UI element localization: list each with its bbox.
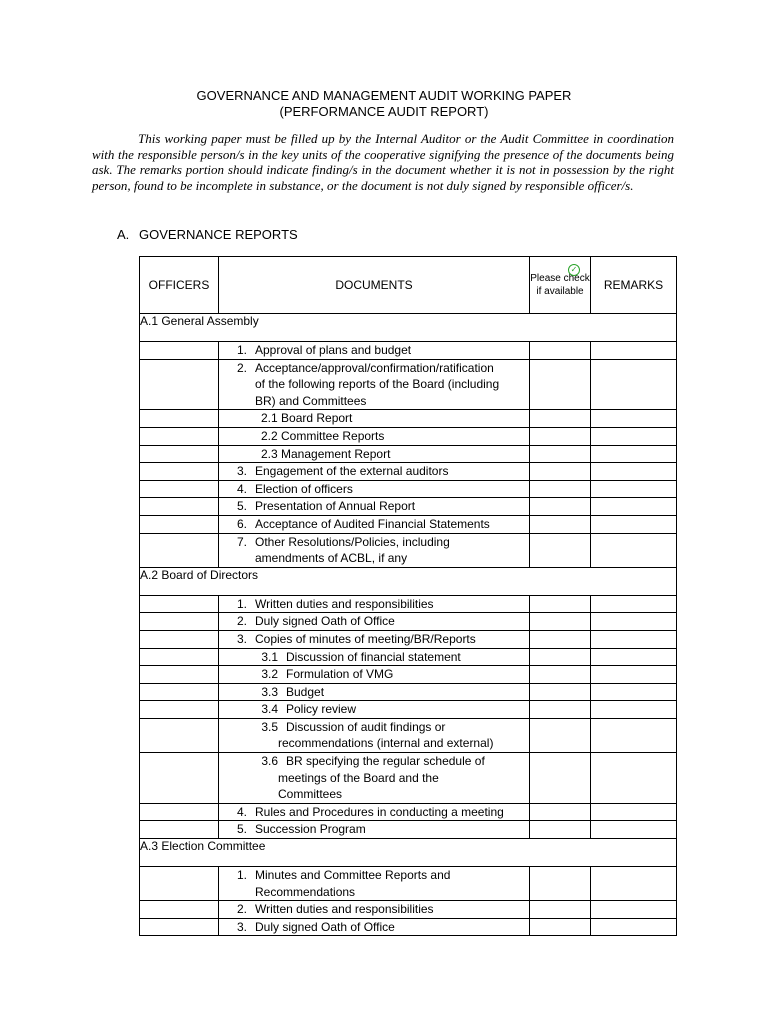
- document-text: Written duties and responsibilities: [255, 902, 434, 917]
- item-number: 2.: [236, 614, 247, 629]
- document-text-line: [227, 804, 529, 821]
- table-row: [140, 867, 677, 901]
- availability-check-cell[interactable]: [530, 648, 591, 666]
- document-cell: [219, 480, 530, 498]
- item-number: 3.3: [261, 684, 278, 699]
- officer-cell[interactable]: [140, 410, 219, 428]
- document-text-line: [227, 884, 529, 901]
- officer-cell[interactable]: [140, 463, 219, 481]
- document-text: Approval of plans and budget: [255, 343, 412, 357]
- document-text-line: [227, 534, 529, 551]
- header-documents: DOCUMENTS: [219, 257, 530, 314]
- remarks-cell[interactable]: [591, 867, 677, 901]
- document-text: Minutes and Committee Reports and: [255, 868, 451, 883]
- item-number: 5.: [236, 822, 247, 837]
- table-row: [140, 342, 677, 360]
- item-number: 1.: [236, 343, 247, 357]
- document-text: meetings of the Board and the: [278, 770, 439, 785]
- table-row: [140, 630, 677, 648]
- document-text: of the following reports of the Board (including: [255, 377, 500, 392]
- document-cell: [219, 648, 530, 666]
- document-cell: [219, 666, 530, 684]
- availability-check-cell[interactable]: [530, 410, 591, 428]
- remarks-cell[interactable]: [591, 683, 677, 701]
- document-cell: [219, 359, 530, 410]
- table-header-row: [140, 257, 677, 314]
- remarks-cell[interactable]: [591, 630, 677, 648]
- officer-cell[interactable]: [140, 445, 219, 463]
- availability-check-cell[interactable]: [530, 867, 591, 901]
- document-text: Presentation of Annual Report: [255, 499, 416, 514]
- table-row: [140, 445, 677, 463]
- document-text: Duly signed Oath of Office: [255, 614, 395, 629]
- document-text-line: [227, 342, 529, 359]
- document-cell: [219, 463, 530, 481]
- document-text: 2.3 Management Report: [261, 446, 391, 461]
- header-officers: OFFICERS: [140, 257, 219, 314]
- availability-check-cell[interactable]: [530, 630, 591, 648]
- availability-check-cell[interactable]: [530, 821, 591, 839]
- title-line-1: GOVERNANCE AND MANAGEMENT AUDIT WORKING PAPER: [196, 88, 572, 103]
- document-text-line: [252, 684, 529, 701]
- table-row: [140, 753, 677, 804]
- document-text-line: [252, 735, 529, 752]
- header-remarks: REMARKS: [591, 257, 677, 314]
- remarks-cell[interactable]: [591, 648, 677, 666]
- document-cell: [219, 901, 530, 919]
- remarks-cell[interactable]: [591, 498, 677, 516]
- intro-paragraph: [92, 131, 674, 193]
- item-number: 4.: [236, 481, 247, 496]
- document-cell: [219, 498, 530, 516]
- document-text-line: [227, 393, 529, 410]
- officer-cell[interactable]: [140, 498, 219, 516]
- availability-check-cell[interactable]: [530, 595, 591, 613]
- document-text-line: [227, 596, 529, 613]
- document-cell: [219, 342, 530, 360]
- officer-cell[interactable]: [140, 533, 219, 567]
- table-row: [140, 498, 677, 516]
- document-cell: [219, 918, 530, 936]
- remarks-cell[interactable]: [591, 701, 677, 719]
- remarks-cell[interactable]: [591, 918, 677, 936]
- item-number: 2.: [236, 360, 247, 375]
- item-number: 3.: [236, 919, 247, 934]
- remarks-cell[interactable]: [591, 410, 677, 428]
- availability-check-cell[interactable]: [530, 533, 591, 567]
- remarks-cell[interactable]: [591, 463, 677, 481]
- item-number: 2.: [236, 902, 247, 917]
- document-text-line: [261, 428, 529, 445]
- document-text-line: [227, 901, 529, 918]
- document-cell: [219, 613, 530, 631]
- availability-check-cell[interactable]: [530, 445, 591, 463]
- remarks-cell[interactable]: [591, 515, 677, 533]
- document-text-line: [227, 463, 529, 480]
- document-text: Acceptance of Audited Financial Statements: [255, 516, 490, 531]
- table-body: [140, 314, 677, 936]
- availability-check-cell[interactable]: [530, 613, 591, 631]
- table-row: [140, 821, 677, 839]
- item-number: 5.: [236, 499, 247, 514]
- officer-cell[interactable]: [140, 648, 219, 666]
- table-row: [140, 359, 677, 410]
- table-row: [140, 803, 677, 821]
- document-text-line: [252, 719, 529, 736]
- document-cell: [219, 410, 530, 428]
- section-letter: A.: [117, 227, 130, 242]
- item-number: 3.2: [261, 667, 278, 682]
- table-row: [140, 701, 677, 719]
- document-text-line: [227, 919, 529, 936]
- item-number: 3.4: [261, 702, 278, 717]
- document-text-line: [261, 446, 529, 463]
- table-row: [140, 463, 677, 481]
- officer-cell[interactable]: [140, 901, 219, 919]
- document-cell: [219, 683, 530, 701]
- table-row: [140, 533, 677, 567]
- document-cell: [219, 533, 530, 567]
- document-text: BR specifying the regular schedule of: [286, 754, 485, 769]
- availability-check-cell[interactable]: [530, 342, 591, 360]
- document-text: Written duties and responsibilities: [255, 596, 434, 611]
- section-heading: [117, 227, 298, 242]
- document-cell: [219, 595, 530, 613]
- officer-cell[interactable]: [140, 595, 219, 613]
- availability-check-cell[interactable]: [530, 718, 591, 752]
- item-number: 6.: [236, 516, 247, 531]
- table-row: [140, 480, 677, 498]
- officer-cell[interactable]: [140, 701, 219, 719]
- document-cell: [219, 753, 530, 804]
- remarks-cell[interactable]: [591, 595, 677, 613]
- officer-cell[interactable]: [140, 753, 219, 804]
- availability-check-cell[interactable]: [530, 683, 591, 701]
- document-text: Acceptance/approval/confirmation/ratification: [255, 360, 494, 375]
- availability-check-cell[interactable]: [530, 901, 591, 919]
- item-number: 3.6: [261, 754, 278, 769]
- intro-text: This working paper must be filled up by the Internal Auditor or the Audit Committee in coordination with the responsible person/s in the key units of the cooperative signifying the presence of the documents being ask. The remarks portion should indicate finding/s in the document whether it is not in possession by the right person, found to be incomplete in substance, or the document is not duly signed by responsible officer/s.: [92, 131, 674, 193]
- document-text: recommendations (internal and external): [278, 736, 494, 751]
- document-text: Recommendations: [255, 884, 356, 899]
- header-check: [530, 257, 591, 314]
- availability-check-cell[interactable]: [530, 918, 591, 936]
- availability-check-cell[interactable]: [530, 803, 591, 821]
- remarks-cell[interactable]: [591, 666, 677, 684]
- section-title: GOVERNANCE REPORTS: [139, 227, 298, 242]
- item-number: 1.: [236, 596, 247, 611]
- table-row: [140, 918, 677, 936]
- officer-cell[interactable]: [140, 427, 219, 445]
- table-row: [140, 666, 677, 684]
- document-text: 2.1 Board Report: [261, 411, 353, 426]
- document-cell: [219, 630, 530, 648]
- item-number: 3.1: [261, 649, 278, 664]
- document-text-line: [252, 786, 529, 803]
- section-label: A.3 Election Committee: [140, 839, 677, 867]
- officer-cell[interactable]: [140, 683, 219, 701]
- remarks-cell[interactable]: [591, 427, 677, 445]
- remarks-cell[interactable]: [591, 445, 677, 463]
- document-text: Election of officers: [255, 481, 353, 496]
- document-text: Copies of minutes of meeting/BR/Reports: [255, 631, 476, 646]
- availability-check-cell[interactable]: [530, 515, 591, 533]
- section-row: [140, 567, 677, 595]
- table-row: [140, 683, 677, 701]
- officer-cell[interactable]: [140, 718, 219, 752]
- item-number: 7.: [236, 534, 247, 549]
- table-row: [140, 718, 677, 752]
- officer-cell[interactable]: [140, 613, 219, 631]
- availability-check-cell[interactable]: [530, 463, 591, 481]
- document-text: Formulation of VMG: [286, 667, 394, 682]
- officer-cell[interactable]: [140, 918, 219, 936]
- document-text: Succession Program: [255, 822, 366, 837]
- availability-check-cell[interactable]: [530, 753, 591, 804]
- item-number: 3.5: [261, 719, 278, 734]
- document-cell: [219, 821, 530, 839]
- document-text-line: [227, 376, 529, 393]
- remarks-cell[interactable]: [591, 480, 677, 498]
- availability-check-cell[interactable]: [530, 359, 591, 410]
- governance-audit-table: [139, 256, 677, 936]
- document-cell: [219, 867, 530, 901]
- officer-cell[interactable]: [140, 342, 219, 360]
- item-number: 1.: [236, 868, 247, 883]
- officer-cell[interactable]: [140, 480, 219, 498]
- officer-cell[interactable]: [140, 803, 219, 821]
- section-label: A.1 General Assembly: [140, 314, 677, 342]
- document-text-line: [227, 481, 529, 498]
- section-row: [140, 314, 677, 342]
- officer-cell[interactable]: [140, 867, 219, 901]
- document-text-line: [261, 410, 529, 427]
- table-row: [140, 648, 677, 666]
- document-text: Discussion of audit findings or: [286, 719, 446, 734]
- officer-cell[interactable]: [140, 359, 219, 410]
- remarks-cell[interactable]: [591, 901, 677, 919]
- section-row: [140, 839, 677, 867]
- document-text-line: [227, 550, 529, 567]
- availability-check-cell[interactable]: [530, 701, 591, 719]
- document-text: Duly signed Oath of Office: [255, 919, 395, 934]
- officer-cell[interactable]: [140, 630, 219, 648]
- document-text: BR) and Committees: [255, 393, 367, 408]
- table-row: [140, 515, 677, 533]
- document-text: Other Resolutions/Policies, including: [255, 534, 450, 549]
- document-text: Discussion of financial statement: [286, 649, 461, 664]
- officer-cell[interactable]: [140, 821, 219, 839]
- document-text-line: [227, 867, 529, 884]
- document-title: [0, 88, 768, 120]
- remarks-cell[interactable]: [591, 753, 677, 804]
- document-text: amendments of ACBL, if any: [255, 551, 408, 566]
- document-text: 2.2 Committee Reports: [261, 428, 385, 443]
- document-text-line: [252, 649, 529, 666]
- remarks-cell[interactable]: [591, 359, 677, 410]
- item-number: 3.: [236, 631, 247, 646]
- document-cell: [219, 701, 530, 719]
- availability-check-cell[interactable]: [530, 498, 591, 516]
- table-row: [140, 613, 677, 631]
- title-line-2: (PERFORMANCE AUDIT REPORT): [279, 104, 489, 119]
- table-row: [140, 901, 677, 919]
- document-text: Policy review: [286, 702, 357, 717]
- remarks-cell[interactable]: [591, 613, 677, 631]
- document-text: Engagement of the external auditors: [255, 464, 449, 479]
- document-text-line: [252, 666, 529, 683]
- remarks-cell[interactable]: [591, 821, 677, 839]
- document-text-line: [227, 516, 529, 533]
- availability-check-cell[interactable]: [530, 666, 591, 684]
- officer-cell[interactable]: [140, 666, 219, 684]
- document-text-line: [227, 613, 529, 630]
- document-cell: [219, 718, 530, 752]
- availability-check-cell[interactable]: [530, 480, 591, 498]
- table-row: [140, 410, 677, 428]
- document-cell: [219, 445, 530, 463]
- availability-check-cell[interactable]: [530, 427, 591, 445]
- document-text-line: [252, 701, 529, 718]
- document-text-line: [227, 821, 529, 838]
- checkmark-circle-icon: ✓: [568, 264, 580, 276]
- document-text-line: [252, 770, 529, 787]
- document-text: Budget: [286, 684, 325, 699]
- document-cell: [219, 515, 530, 533]
- table-row: [140, 595, 677, 613]
- document-text-line: [227, 360, 529, 377]
- document-text-line: [252, 753, 529, 770]
- document-text-line: [227, 498, 529, 515]
- document-text: Rules and Procedures in conducting a meeting: [255, 804, 504, 819]
- section-label: A.2 Board of Directors: [140, 567, 677, 595]
- document-cell: [219, 803, 530, 821]
- officer-cell[interactable]: [140, 515, 219, 533]
- document-text-line: [227, 631, 529, 648]
- item-number: 3.: [236, 464, 247, 479]
- remarks-cell[interactable]: [591, 803, 677, 821]
- document-text: Committees: [278, 787, 343, 802]
- remarks-cell[interactable]: [591, 718, 677, 752]
- header-check-label: Please check if available: [530, 273, 590, 297]
- document-cell: [219, 427, 530, 445]
- remarks-cell[interactable]: [591, 533, 677, 567]
- item-number: 4.: [236, 804, 247, 819]
- table-row: [140, 427, 677, 445]
- remarks-cell[interactable]: [591, 342, 677, 360]
